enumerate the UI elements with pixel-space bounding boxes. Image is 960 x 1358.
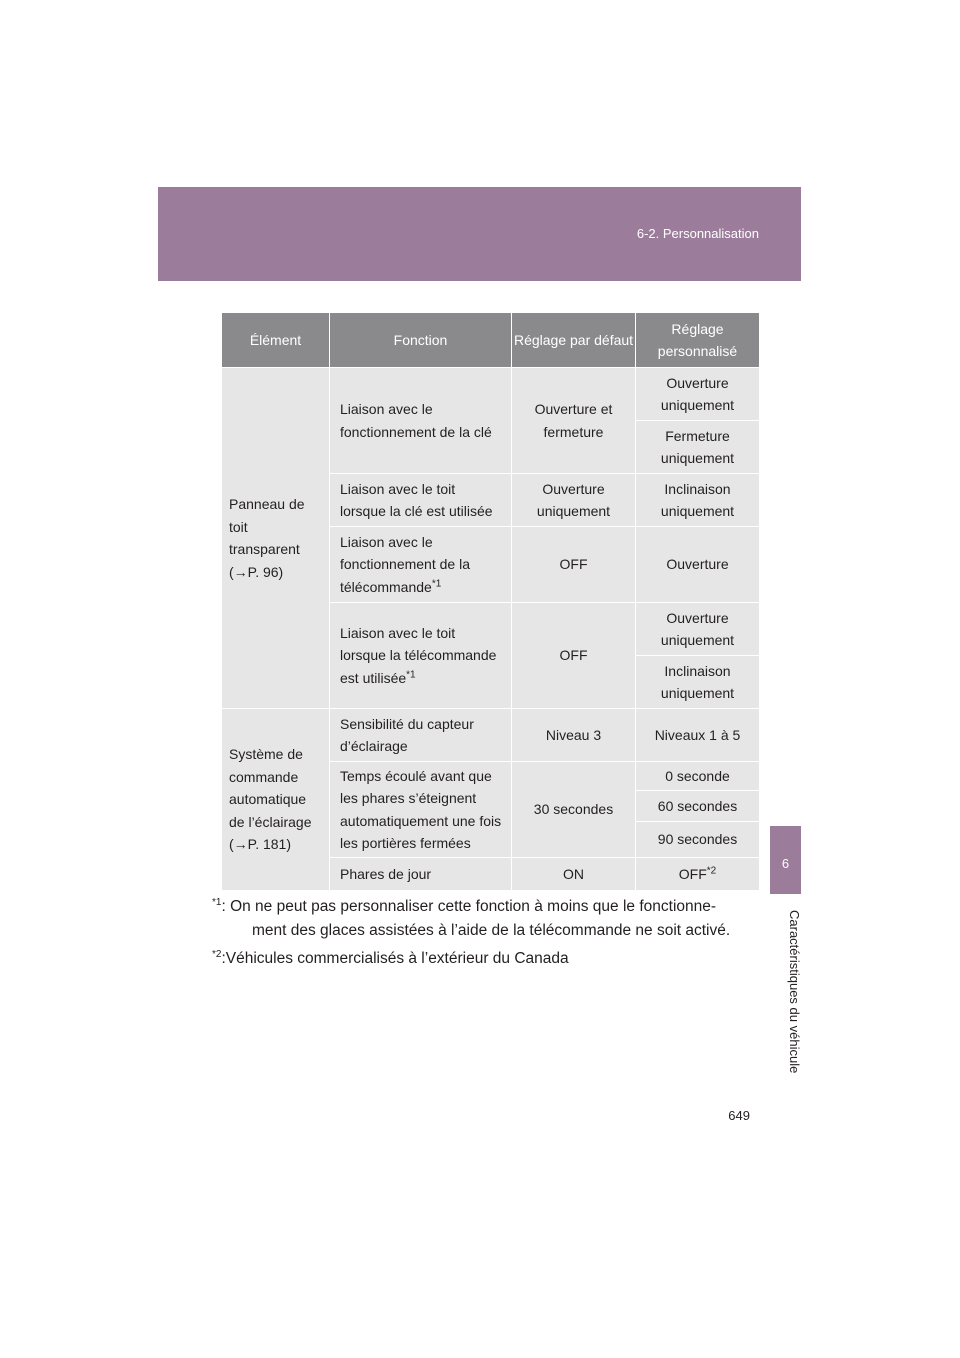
footnote-ref: *1 bbox=[431, 578, 442, 590]
page-number: 649 bbox=[728, 1108, 750, 1123]
custom-cell: Inclinaison uniquement bbox=[636, 656, 760, 709]
footnote-1: $^{*1}$: On ne peut pas personnaliser cette fonction à moins que le fonctionne- ment des glaces assistées à l’aide de la télécommande ne soit activé. bbox=[212, 896, 731, 939]
custom-cell: Ouverture uniquement bbox=[636, 603, 760, 656]
footnote-mark: *2 bbox=[212, 948, 222, 960]
custom-cell: Fermeture uniquement bbox=[636, 421, 760, 474]
chapter-number: 6 bbox=[781, 856, 790, 871]
function-cell: Liaison avec le toit lorsque la télécommande est utilisée$^{*1}$ bbox=[330, 603, 512, 709]
custom-cell: OFF$^{*2}$ bbox=[636, 858, 760, 891]
header-function: Fonction bbox=[330, 313, 512, 368]
table-row bbox=[222, 709, 760, 762]
default-cell: ON bbox=[512, 858, 636, 891]
chapter-label: Caractéristiques du véhicule bbox=[787, 910, 802, 1074]
footnote-ref: *2 bbox=[706, 865, 717, 877]
section-title: 6-2. Personnalisation bbox=[636, 226, 759, 241]
function-cell: Temps écoulé avant que les phares s’éteignent automatiquement une fois les portières fermées bbox=[330, 762, 512, 858]
footnote-ref: *1 bbox=[406, 669, 416, 681]
custom-cell: Niveaux 1 à 5 bbox=[636, 709, 760, 762]
function-cell: Liaison avec le fonctionnement de la clé bbox=[330, 368, 512, 474]
default-cell: 30 secondes bbox=[512, 762, 636, 858]
custom-cell: Inclinaison uniquement bbox=[636, 474, 760, 527]
function-cell: Sensibilité du capteur d’éclairage bbox=[330, 709, 512, 762]
item-sunroof: Panneau de toit transparent (→P. 96) bbox=[222, 368, 330, 709]
section-header-band bbox=[158, 187, 801, 281]
header-custom: Réglage personnalisé bbox=[636, 313, 760, 368]
table-row bbox=[222, 368, 760, 421]
settings-table bbox=[221, 312, 760, 891]
custom-cell: 60 secondes bbox=[636, 791, 760, 822]
item-lighting: Système de commande automatique de l’éclairage (→P. 181) bbox=[222, 709, 330, 891]
custom-cell: 90 secondes bbox=[636, 822, 760, 858]
default-cell: OFF bbox=[512, 527, 636, 603]
footnote-2: $^{*2}$:Véhicules commercialisés à l’extérieur du Canada bbox=[212, 948, 569, 967]
footnote-mark: *1 bbox=[212, 896, 222, 908]
function-cell: Phares de jour bbox=[330, 858, 512, 891]
custom-cell: Ouverture bbox=[636, 527, 760, 603]
default-cell: Ouverture et fermeture bbox=[512, 368, 636, 474]
default-cell: Niveau 3 bbox=[512, 709, 636, 762]
table-header-row bbox=[222, 313, 760, 368]
chapter-tab bbox=[770, 826, 801, 894]
default-cell: Ouverture uniquement bbox=[512, 474, 636, 527]
function-cell: Liaison avec le toit lorsque la clé est utilisée bbox=[330, 474, 512, 527]
header-element: Élément bbox=[222, 313, 330, 368]
default-cell: OFF bbox=[512, 603, 636, 709]
custom-cell: 0 seconde bbox=[636, 762, 760, 791]
function-cell: Liaison avec le fonctionnement de la télécommande$^{*1}$ bbox=[330, 527, 512, 603]
custom-cell: Ouverture uniquement bbox=[636, 368, 760, 421]
header-default: Réglage par défaut bbox=[512, 313, 636, 368]
